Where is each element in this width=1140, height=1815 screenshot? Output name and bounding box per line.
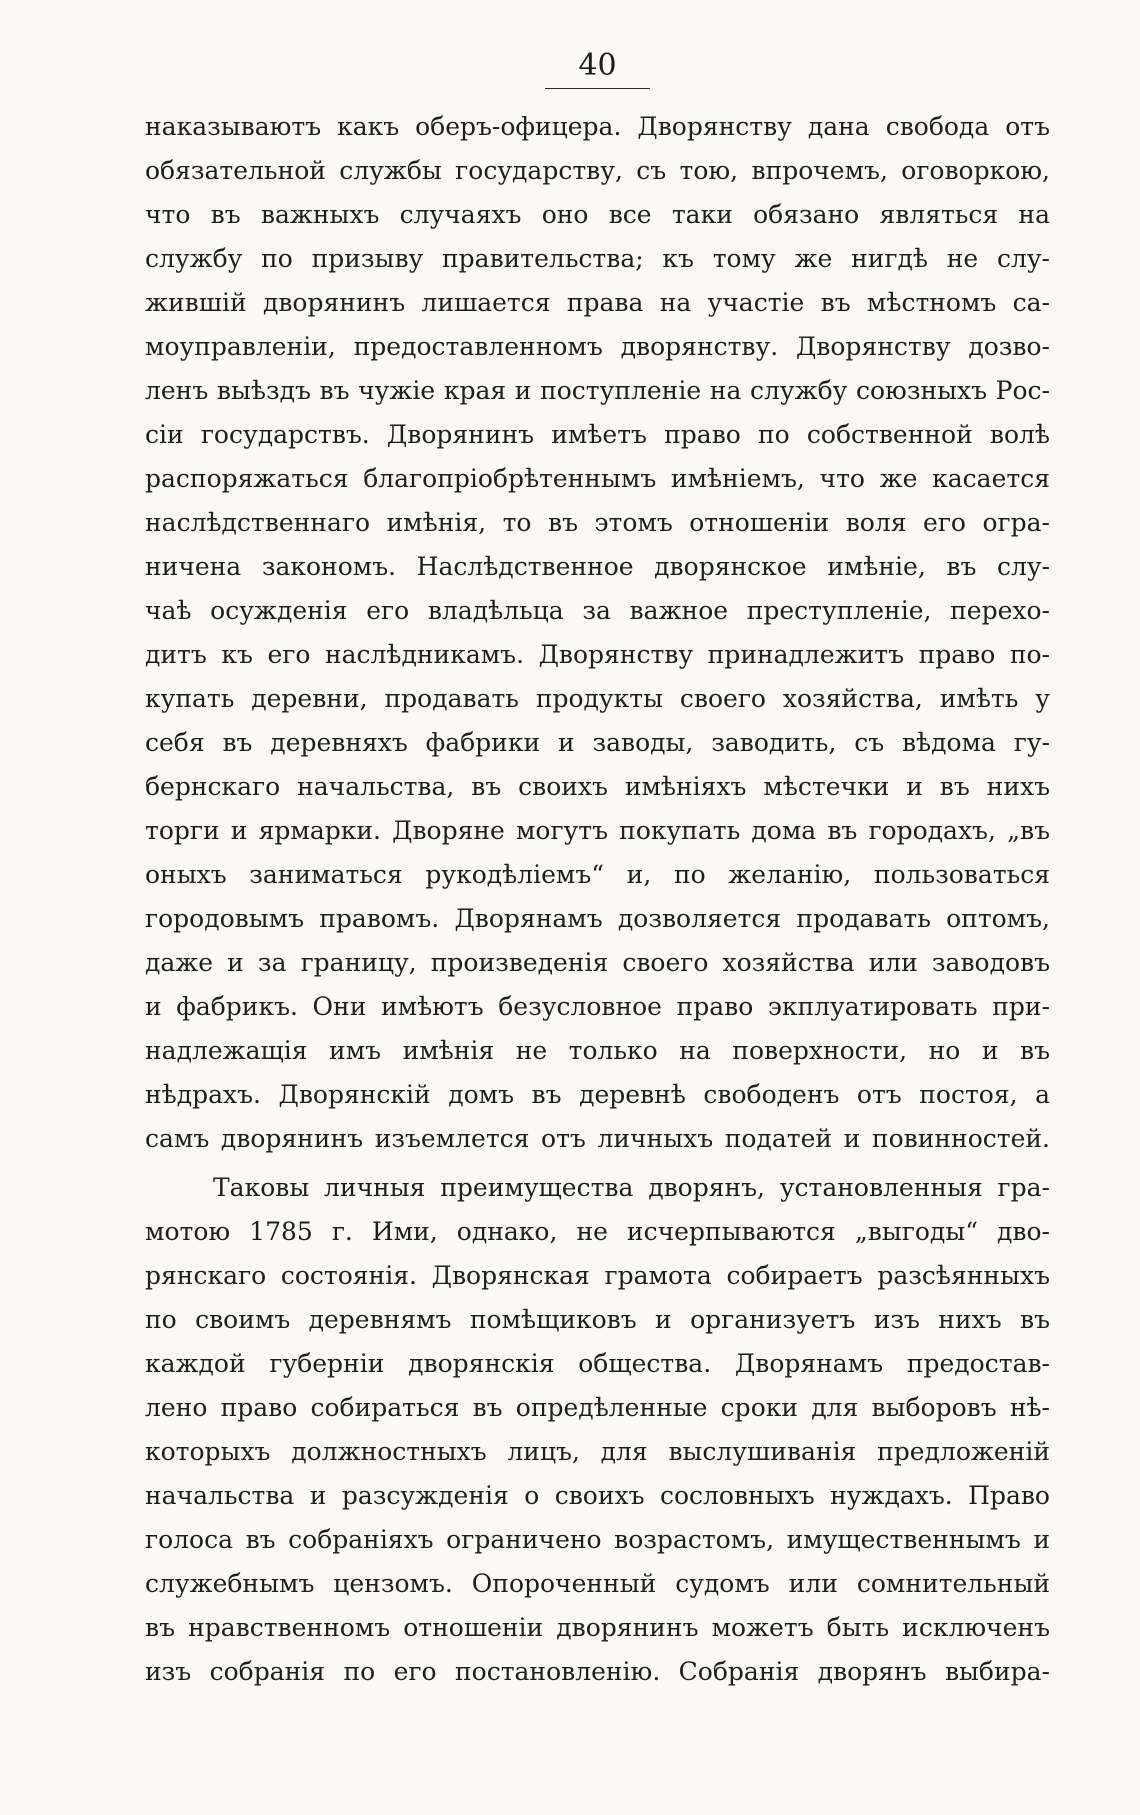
text-line: городовымъ правомъ. Дворянамъ дозволяется продавать оптомъ, — [145, 904, 1050, 933]
text-line: моуправленіи, предоставленномъ дворянству. Дворянству дозво- — [145, 332, 1050, 361]
text-line: дитъ къ его наслѣдникамъ. Дворянству принадлежитъ право по- — [145, 640, 1050, 669]
page-number: 40 — [578, 48, 617, 83]
text-line: изъ собранія по его постановленію. Собранія дворянъ выбира- — [145, 1657, 1050, 1686]
text-line: себя въ деревняхъ фабрики и заводы, заводить, съ вѣдома гу- — [145, 728, 1050, 757]
text-line: распоряжаться благопріобрѣтеннымъ имѣніемъ, что же касается — [145, 464, 1050, 493]
text-line: даже и за границу, произведенія своего хозяйства или заводовъ — [145, 948, 1050, 977]
text-line: чаѣ осужденія его владѣльца за важное преступленіе, перехо- — [145, 596, 1050, 625]
text-line: торги и ярмарки. Дворяне могутъ покупать дома въ городахъ, „въ — [145, 816, 1050, 845]
text-line: служебнымъ цензомъ. Опороченный судомъ или сомнительный — [145, 1569, 1050, 1598]
text-line: мотою 1785 г. Ими, однако, не исчерпываются „выгоды“ дво- — [145, 1217, 1050, 1246]
text-line: самъ дворянинъ изъемлется отъ личныхъ податей и повинностей. — [145, 1124, 1050, 1153]
text-line: каждой губерніи дворянскія общества. Дворянамъ предостав- — [145, 1349, 1050, 1378]
text-line: наказываютъ какъ оберъ-офицера. Дворянству дана свобода отъ — [145, 112, 1050, 141]
text-line: рянскаго состоянія. Дворянская грамота собираетъ разсѣянныхъ — [145, 1261, 1050, 1290]
text-line: начальства и разсужденія о своихъ сословныхъ нуждахъ. Право — [145, 1481, 1050, 1510]
text-line: нѣдрахъ. Дворянскій домъ въ деревнѣ свободенъ отъ постоя, а — [145, 1080, 1050, 1109]
text-line: бернскаго начальства, въ своихъ имѣніяхъ мѣстечки и въ нихъ — [145, 772, 1050, 801]
text-line: купать деревни, продавать продукты своего хозяйства, имѣть у — [145, 684, 1050, 713]
text-line: сіи государствъ. Дворянинъ имѣетъ право по собственной волѣ — [145, 420, 1050, 449]
text-line: ленъ выѣздъ въ чужіе края и поступленіе на службу союзныхъ Рос- — [145, 376, 1050, 405]
page-number-underline — [545, 88, 650, 89]
text-line: лено право собираться въ опредѣленные сроки для выборовъ нѣ- — [145, 1393, 1050, 1422]
text-line: жившій дворянинъ лишается права на участіе въ мѣстномъ са- — [145, 288, 1050, 317]
text-line: которыхъ должностныхъ лицъ, для выслушиванія предложеній — [145, 1437, 1050, 1466]
text-line: Таковы личныя преимущества дворянъ, установленныя гра- — [213, 1173, 1050, 1202]
text-line: наслѣдственнаго имѣнія, то въ этомъ отношеніи воля его огра- — [145, 508, 1050, 537]
text-line: голоса въ собраніяхъ ограничено возрастомъ, имущественнымъ и — [145, 1525, 1050, 1554]
text-line: оныхъ заниматься рукодѣліемъ“ и, по желанію, пользоваться — [145, 860, 1050, 889]
text-line: ничена закономъ. Наслѣдственное дворянское имѣніе, въ слу- — [145, 552, 1050, 581]
text-line: и фабрикъ. Они имѣютъ безусловное право экплуатировать при- — [145, 992, 1050, 1021]
text-line: надлежащія имъ имѣнія не только на поверхности, но и въ — [145, 1036, 1050, 1065]
text-line: по своимъ деревнямъ помѣщиковъ и организуетъ изъ нихъ въ — [145, 1305, 1050, 1334]
text-line: службу по призыву правительства; къ тому же нигдѣ не слу- — [145, 244, 1050, 273]
text-line: обязательной службы государству, съ тою, впрочемъ, оговоркою, — [145, 156, 1050, 185]
text-line: въ нравственномъ отношеніи дворянинъ можетъ быть исключенъ — [145, 1613, 1050, 1642]
text-line: что въ важныхъ случаяхъ оно все таки обязано являться на — [145, 200, 1050, 229]
